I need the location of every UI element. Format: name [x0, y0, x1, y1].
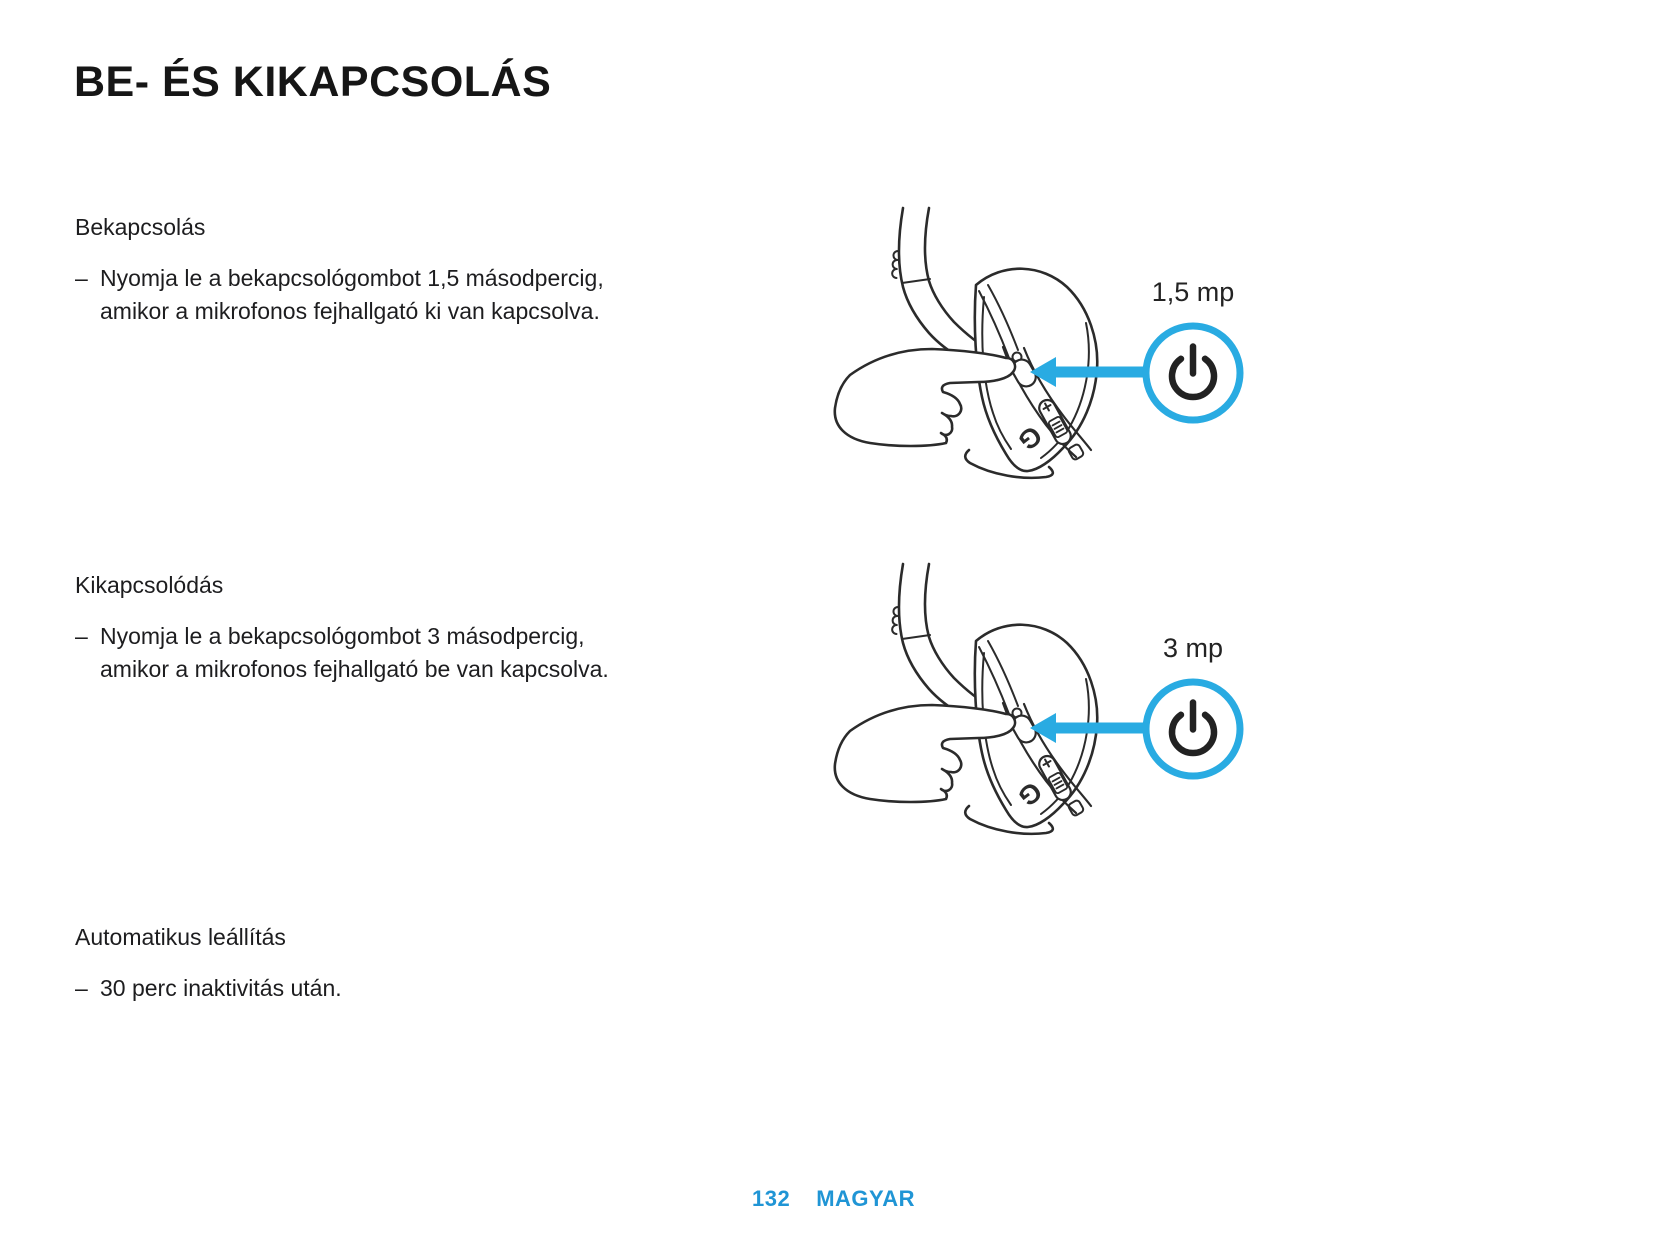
section-power-off	[75, 569, 675, 686]
section-heading: Bekapcsolás	[75, 214, 206, 240]
figure-power-off	[790, 551, 1260, 851]
bullet-dash: –	[75, 975, 88, 1001]
list-item	[75, 262, 650, 328]
headset-illustration-1	[790, 195, 1260, 495]
section-power-on	[75, 211, 675, 328]
figure-label: 1,5 mp	[1151, 277, 1235, 307]
page-title: BE- ÉS KIKAPCSOLÁS	[74, 58, 552, 106]
section-heading: Kikapcsolódás	[75, 572, 224, 598]
page-number: 132	[752, 1186, 791, 1211]
bullet-dash: –	[75, 265, 88, 291]
section-heading: Automatikus leállítás	[75, 924, 286, 950]
figure-power-on	[790, 195, 1260, 495]
language-label: MAGYAR	[816, 1186, 915, 1211]
headset-illustration-2	[790, 551, 1260, 851]
list-item	[75, 620, 650, 686]
bullet-text: Nyomja le a bekapcsológombot 3 másodpercig, amikor a mikrofonos fejhallgató be van kapcsolva.	[100, 623, 609, 682]
section-auto-shutoff	[75, 921, 675, 1005]
figure-label: 3 mp	[1162, 633, 1224, 663]
bullet-text: 30 perc inaktivitás után.	[100, 975, 342, 1001]
list-item	[75, 972, 650, 1005]
page-footer	[0, 1186, 1667, 1212]
bullet-text: Nyomja le a bekapcsológombot 1,5 másodpercig, amikor a mikrofonos fejhallgató ki van kapcsolva.	[100, 265, 604, 324]
bullet-dash: –	[75, 623, 88, 649]
